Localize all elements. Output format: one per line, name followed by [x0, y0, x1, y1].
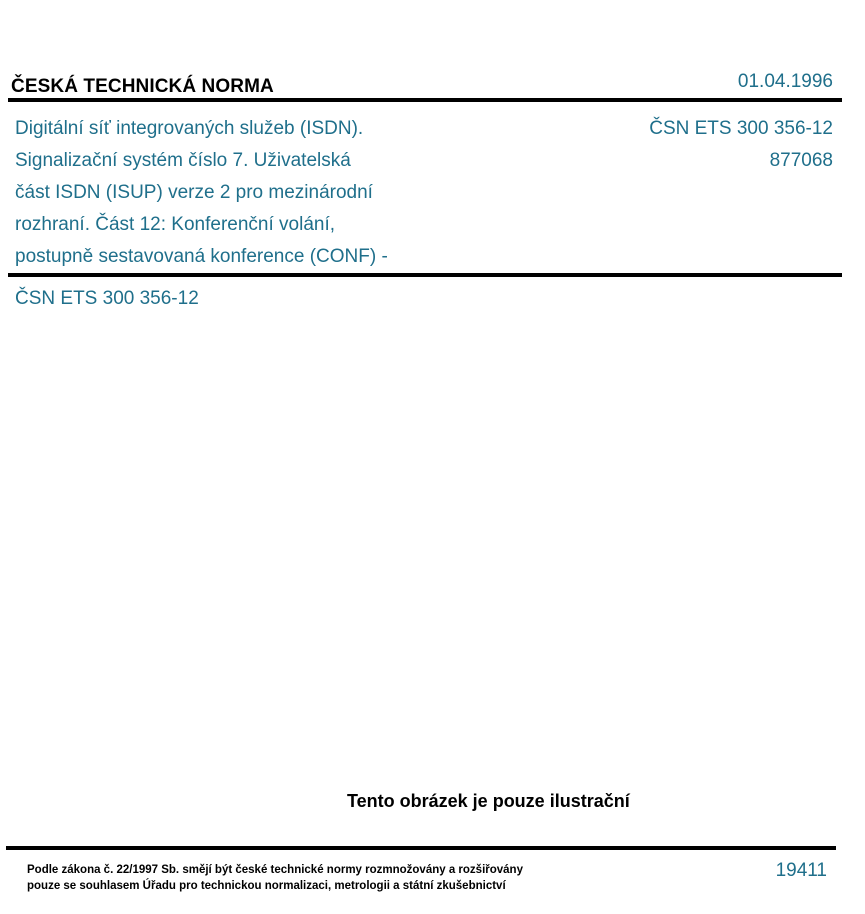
standard-designation-repeat: ČSN ETS 300 356-12	[15, 288, 199, 309]
standard-title-line: část ISDN (ISUP) verze 2 pro mezinárodní	[15, 182, 373, 203]
document-number: 19411	[775, 860, 827, 881]
standard-title-line: Signalizační systém číslo 7. Uživatelská	[15, 150, 351, 171]
standard-designation: ČSN ETS 300 356-12	[649, 118, 833, 139]
header-date: 01.04.1996	[737, 71, 833, 92]
class-number: 877068	[769, 150, 833, 171]
top-rule	[8, 98, 842, 102]
header-title: ČESKÁ TECHNICKÁ NORMA	[11, 76, 274, 97]
standard-title-line: rozhraní. Část 12: Konferenční volání,	[15, 214, 336, 235]
legal-notice-line: Podle zákona č. 22/1997 Sb. smějí být české technické normy rozmnožovány a rozšiřovány	[27, 864, 523, 876]
legal-notice	[27, 862, 523, 894]
legal-notice-line: pouze se souhlasem Úřadu pro technickou normalizaci, metrologii a státní zkušebnictví	[27, 880, 506, 892]
standard-title-line: postupně sestavovaná konference (CONF) -	[15, 246, 388, 267]
bottom-rule	[6, 846, 836, 850]
standard-identifiers	[649, 113, 833, 177]
illustration-note: Tento obrázek je pouze ilustrační	[347, 791, 630, 811]
standard-title	[15, 113, 455, 273]
middle-rule	[8, 273, 842, 277]
standard-title-line: Digitální síť integrovaných služeb (ISDN).	[15, 118, 364, 139]
